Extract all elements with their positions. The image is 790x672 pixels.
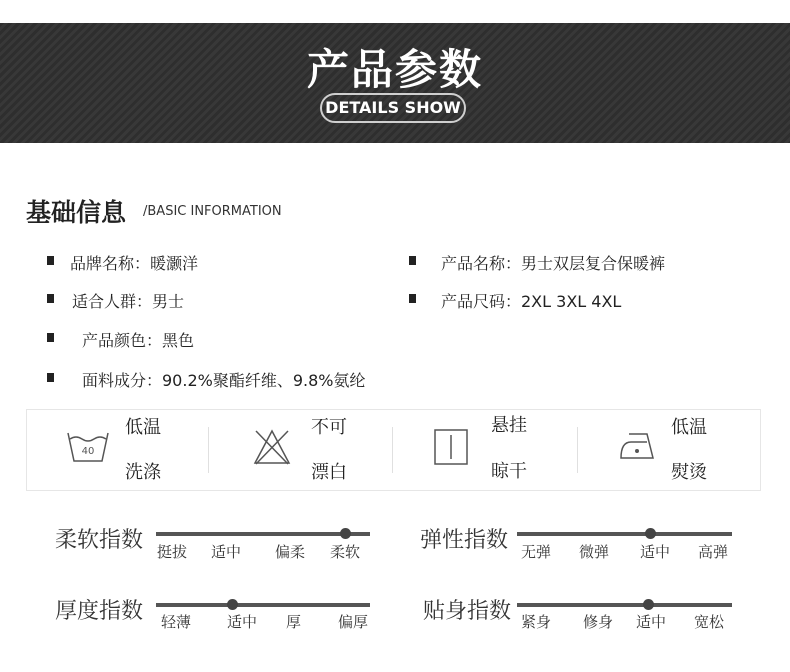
hang-dry-icon	[433, 428, 469, 466]
index-level: 适中	[636, 613, 667, 631]
section-title: 基础信息	[26, 198, 127, 227]
index-title-thickness: 厚度指数	[55, 599, 144, 624]
index-marker	[645, 528, 656, 539]
index-level: 宽松	[694, 613, 725, 631]
wash-temp-label: 40	[81, 446, 95, 457]
index-level: 适中	[227, 613, 258, 631]
info-color: 产品颜色：黑色	[82, 331, 195, 350]
wash-40-icon	[66, 429, 110, 465]
divider	[208, 427, 209, 473]
section-subtitle: /BASIC INFORMATION	[143, 204, 282, 219]
info-audience: 适合人群：男士	[72, 292, 185, 311]
index-track	[156, 603, 370, 607]
index-marker	[643, 599, 654, 610]
banner-subtitle-pill: DETAILS SHOW	[320, 93, 466, 123]
bullet-icon	[47, 256, 54, 265]
index-level: 紧身	[521, 613, 552, 631]
index-track	[156, 532, 370, 536]
index-level: 适中	[211, 543, 242, 561]
bullet-icon	[47, 373, 54, 382]
index-level: 偏厚	[338, 613, 369, 631]
index-level: 高弹	[698, 543, 729, 561]
index-marker	[340, 528, 351, 539]
banner-title: 产品参数	[306, 45, 483, 94]
bullet-icon	[409, 294, 416, 303]
bullet-icon	[47, 294, 54, 303]
care-bleach-line2: 漂白	[311, 462, 347, 483]
care-dry-line1: 悬挂	[491, 415, 527, 436]
index-level: 修身	[583, 613, 614, 631]
index-track	[517, 603, 732, 607]
care-iron-line1: 低温	[671, 417, 707, 438]
index-level: 挺拔	[157, 543, 188, 561]
index-title-fit: 贴身指数	[423, 599, 512, 624]
index-level: 无弹	[521, 543, 552, 561]
no-bleach-icon	[252, 428, 292, 466]
index-level: 适中	[640, 543, 671, 561]
index-level: 微弹	[579, 543, 610, 561]
care-wash-line1: 低温	[125, 417, 161, 438]
care-wash-line2: 洗涤	[125, 462, 161, 483]
index-marker	[227, 599, 238, 610]
index-title-softness: 柔软指数	[55, 528, 144, 553]
care-dry-line2: 晾干	[491, 461, 527, 482]
index-title-elasticity: 弹性指数	[420, 528, 509, 553]
care-iron-line2: 熨烫	[671, 462, 707, 483]
divider	[392, 427, 393, 473]
divider	[577, 427, 578, 473]
info-size: 产品尺码：2XL 3XL 4XL	[441, 292, 622, 311]
care-bleach-line1: 不可	[311, 417, 347, 438]
index-level: 轻薄	[161, 613, 192, 631]
info-product-name: 产品名称：男士双层复合保暖裤	[441, 254, 666, 273]
info-material: 面料成分：90.2%聚酯纤维、9.8%氨纶	[82, 371, 366, 390]
index-track	[517, 532, 732, 536]
index-level: 偏柔	[275, 543, 306, 561]
index-level: 柔软	[330, 543, 361, 561]
bullet-icon	[47, 333, 54, 342]
index-level: 厚	[286, 613, 302, 631]
bullet-icon	[409, 256, 416, 265]
iron-low-icon	[617, 430, 659, 462]
header-banner	[0, 23, 790, 143]
info-brand: 品牌名称：暖灏洋	[70, 254, 199, 273]
